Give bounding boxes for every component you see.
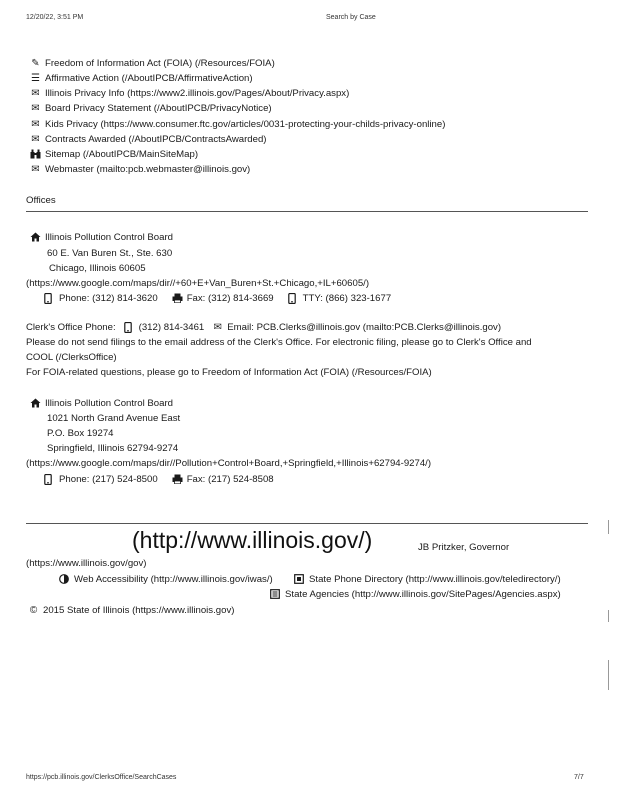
kids-privacy-link[interactable] bbox=[30, 117, 445, 131]
springfield-office-name bbox=[30, 396, 173, 410]
offices-divider bbox=[26, 211, 588, 212]
springfield-fax: Fax: (217) 524-8508 bbox=[186, 473, 274, 485]
phone-book-icon bbox=[294, 574, 305, 584]
scan-mark bbox=[608, 660, 609, 690]
pencil-icon: ✎ bbox=[31, 57, 40, 69]
sitemap-link-text: Sitemap (/AboutIPCB/MainSiteMap) bbox=[45, 148, 199, 160]
phone-icon bbox=[44, 474, 55, 485]
chicago-fax: Fax: (312) 814-3669 bbox=[186, 292, 274, 304]
scan-mark bbox=[608, 520, 609, 534]
envelope-icon: ✉ bbox=[31, 133, 40, 145]
chicago-phone: Phone: (312) 814-3620 bbox=[59, 292, 158, 304]
sitemap-link[interactable] bbox=[30, 147, 198, 161]
chicago-tty: TTY: (866) 323-1677 bbox=[302, 292, 392, 304]
springfield-address-line2: P.O. Box 19274 bbox=[47, 428, 114, 439]
envelope-icon: ✉ bbox=[31, 163, 40, 175]
state-agencies-text: State Agencies (http://www.illinois.gov/SitePages/Agencies.aspx) bbox=[285, 588, 561, 600]
fax-icon bbox=[172, 474, 183, 484]
building-icon bbox=[270, 589, 281, 599]
phone-directory-text: State Phone Directory (http://www.illinois.gov/teledirectory/) bbox=[309, 573, 561, 585]
copyright-row bbox=[28, 603, 234, 617]
print-url: https://pcb.illinois.gov/ClerksOffice/SearchCases bbox=[26, 774, 177, 781]
springfield-contact-row bbox=[44, 472, 274, 486]
webmaster-link-text: Webmaster (mailto:pcb.webmaster@illinois.gov) bbox=[45, 163, 251, 175]
copyright-text[interactable]: 2015 State of Illinois (https://www.illinois.gov) bbox=[43, 604, 235, 616]
affirmative-action-link[interactable] bbox=[30, 71, 253, 85]
copyright-icon: © bbox=[29, 604, 38, 616]
home-icon bbox=[30, 232, 41, 242]
illinois-gov-link[interactable]: (http://www.illinois.gov/) bbox=[132, 527, 373, 553]
clerk-phone: (312) 814-3461 bbox=[138, 321, 205, 333]
clerk-note-line1: Please do not send filings to the email address of the Clerk's Office. For electronic filing, please go to Clerk's Office and bbox=[26, 337, 532, 348]
springfield-address-line1: 1021 North Grand Avenue East bbox=[47, 413, 181, 424]
governor-link[interactable]: (https://www.illinois.gov/gov) bbox=[26, 558, 147, 569]
affirmative-action-link-text: Affirmative Action (/AboutIPCB/AffirmativeAction) bbox=[45, 72, 253, 84]
springfield-map-link[interactable]: (https://www.google.com/maps/dir//Pollution+Control+Board,+Springfield,+Illinois+62794-9274/) bbox=[26, 458, 432, 469]
chicago-address-line2: Chicago, Illinois 60605 bbox=[49, 263, 146, 274]
contracts-awarded-link[interactable] bbox=[30, 132, 266, 146]
phone-directory-link[interactable] bbox=[294, 572, 561, 586]
state-footer-divider bbox=[26, 523, 588, 524]
clerk-phone-label: Clerk's Office Phone: bbox=[26, 321, 116, 333]
chicago-contact-row bbox=[44, 291, 391, 305]
foia-link-text: Freedom of Information Act (FOIA) (/Resources/FOIA) bbox=[45, 57, 275, 69]
print-page-title: Search by Case bbox=[326, 14, 376, 21]
contracts-awarded-link-text: Contracts Awarded (/AboutIPCB/ContractsAwarded) bbox=[45, 133, 267, 145]
home-icon bbox=[30, 398, 41, 408]
envelope-icon: ✉ bbox=[31, 87, 40, 99]
scan-mark bbox=[608, 610, 609, 622]
foia-link[interactable] bbox=[30, 56, 275, 70]
chicago-office-name bbox=[30, 230, 173, 244]
illinois-privacy-link[interactable] bbox=[30, 86, 349, 100]
illinois-privacy-link-text: Illinois Privacy Info (https://www2.illinois.gov/Pages/About/Privacy.aspx) bbox=[45, 87, 350, 99]
board-privacy-link-text: Board Privacy Statement (/AboutIPCB/PrivacyNotice) bbox=[45, 102, 272, 114]
envelope-icon: ✉ bbox=[31, 102, 40, 114]
chicago-address-line1: 60 E. Van Buren St., Ste. 630 bbox=[47, 248, 173, 259]
foia-questions-note[interactable]: For FOIA-related questions, please go to Freedom of Information Act (FOIA) (/Resources/FOIA) bbox=[26, 367, 432, 378]
board-privacy-link[interactable] bbox=[30, 101, 272, 115]
kids-privacy-link-text: Kids Privacy (https://www.consumer.ftc.gov/articles/0031-protecting-your-childs-privacy-online) bbox=[45, 118, 446, 130]
print-datetime: 12/20/22, 3:51 PM bbox=[26, 14, 84, 21]
clerk-email[interactable]: Email: PCB.Clerks@illinois.gov (mailto:PCB.Clerks@illinois.gov) bbox=[227, 321, 502, 333]
springfield-office-name-text: Illinois Pollution Control Board bbox=[45, 397, 173, 409]
web-accessibility-link[interactable] bbox=[59, 572, 273, 586]
phone-icon bbox=[124, 322, 135, 333]
web-accessibility-text: Web Accessibility (http://www.illinois.gov/iwas/) bbox=[74, 573, 273, 585]
print-page-number: 7/7 bbox=[574, 774, 584, 781]
springfield-phone: Phone: (217) 524-8500 bbox=[59, 473, 158, 485]
list-icon: ☰ bbox=[31, 72, 40, 84]
webmaster-link[interactable] bbox=[30, 162, 250, 176]
accessibility-icon bbox=[59, 574, 70, 584]
fax-icon bbox=[172, 293, 183, 303]
phone-icon bbox=[44, 293, 55, 304]
springfield-address-line3: Springfield, Illinois 62794-9274 bbox=[47, 443, 179, 454]
governor-label: JB Pritzker, Governor bbox=[418, 542, 510, 553]
binoculars-icon bbox=[30, 149, 41, 159]
offices-heading: Offices bbox=[26, 195, 56, 206]
clerk-note-line2[interactable]: COOL (/ClerksOffice) bbox=[26, 352, 117, 363]
envelope-icon: ✉ bbox=[31, 118, 40, 130]
envelope-icon: ✉ bbox=[213, 321, 222, 333]
clerk-contact-row bbox=[26, 320, 501, 334]
chicago-office-name-text: Illinois Pollution Control Board bbox=[45, 231, 173, 243]
chicago-map-link[interactable]: (https://www.google.com/maps/dir//+60+E+Van_Buren+St.+Chicago,+IL+60605/) bbox=[26, 278, 370, 289]
tty-phone-icon bbox=[288, 293, 299, 304]
state-agencies-link[interactable] bbox=[270, 587, 561, 601]
